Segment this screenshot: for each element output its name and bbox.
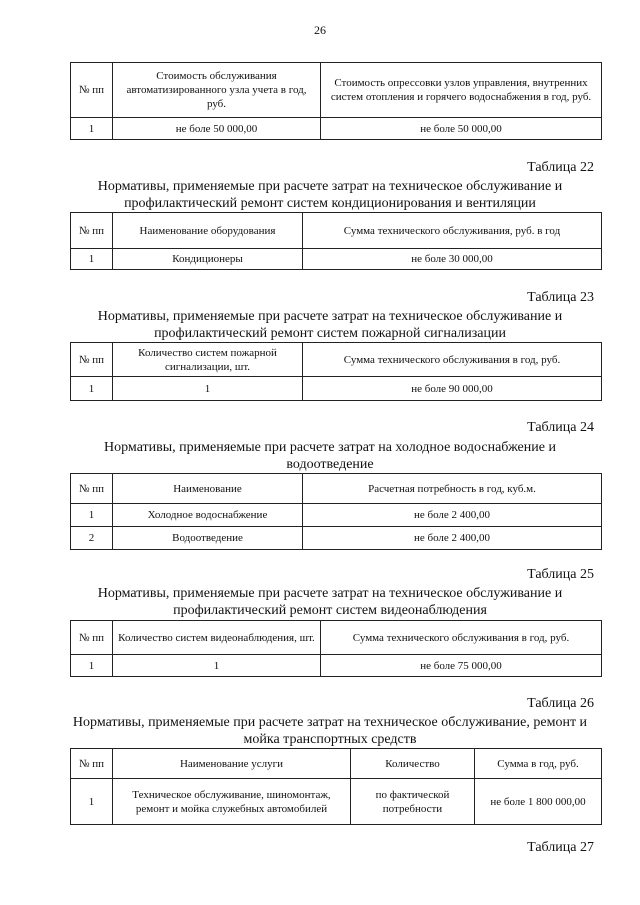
header-cell: № пп [71,474,113,504]
table-cell: не боле 30 000,00 [303,249,602,270]
table-row [71,655,602,677]
header-cell: Сумма технического обслуживания в год, руб. [303,343,602,377]
header-cell: Количество [351,749,475,779]
table-row [71,118,602,140]
table-cell: 1 [71,377,113,401]
table-header-row [71,749,602,779]
table-row [71,779,602,825]
table-cell: 1 [113,655,321,677]
header-cell: Наименование услуги [113,749,351,779]
table-cell: не боле 2 400,00 [303,527,602,550]
table-cell: не боле 90 000,00 [303,377,602,401]
table-row [71,504,602,527]
header-cell: № пп [71,213,113,249]
table-cell: Водоотведение [113,527,303,550]
header-cell: Стоимость опрессовки узлов управления, внутренних систем отопления и горячего водоснабжения в год, руб. [321,63,602,118]
header-cell: № пп [71,621,113,655]
table-cell: по фактической потребности [351,779,475,825]
header-cell: Стоимость обслуживания автоматизированного узла учета в год, руб. [113,63,321,118]
table-header-row [71,343,602,377]
table-cell: не боле 50 000,00 [321,118,602,140]
page-number: 26 [314,23,326,37]
table-26-title: Нормативы, применяемые при расчете затрат на техническое обслуживание, ремонт и мойка транспортных средств [72,715,588,747]
table-24 [70,473,602,550]
table-cell: Кондиционеры [113,249,303,270]
table-header-row [71,474,602,504]
table-cell: 2 [71,527,113,550]
table-cell: не боле 2 400,00 [303,504,602,527]
table-row [71,249,602,270]
table-row [71,377,602,401]
table-25-title: Нормативы, применяемые при расчете затрат на техническое обслуживание и профилактический ремонт систем видеонаблюдения [97,586,563,618]
table-23 [70,342,602,401]
table-cell: Холодное водоснабжение [113,504,303,527]
table-cell: 1 [71,118,113,140]
table-24-title: Нормативы, применяемые при расчете затрат на холодное водоснабжение и водоотведение [104,440,556,472]
table-cell: 1 [71,779,113,825]
header-cell: Наименование оборудования [113,213,303,249]
header-cell: № пп [71,749,113,779]
table-26 [70,748,602,825]
table-cell: Техническое обслуживание, шиномонтаж, ремонт и мойка служебных автомобилей [113,779,351,825]
table-cell: 1 [71,249,113,270]
table-header-row [71,621,602,655]
table-cell: не боле 75 000,00 [321,655,602,677]
table-22 [70,212,602,270]
table-27-caption: Таблица 27 [527,840,594,855]
table-cell: 1 [71,655,113,677]
header-cell: Количество систем пожарной сигнализации, шт. [113,343,303,377]
table-22-title: Нормативы, применяемые при расчете затрат на техническое обслуживание и профилактический ремонт систем кондиционирования и вентиляции [97,179,563,211]
table-22-caption: Таблица 22 [527,160,594,175]
header-cell: Сумма технического обслуживания в год, руб. [321,621,602,655]
header-cell: Сумма технического обслуживания, руб. в год [303,213,602,249]
table-26-caption: Таблица 26 [527,696,594,711]
table-23-title: Нормативы, применяемые при расчете затрат на техническое обслуживание и профилактический ремонт систем пожарной сигнализации [97,309,563,341]
table-25-caption: Таблица 25 [527,567,594,582]
header-cell: Наименование [113,474,303,504]
table-24-caption: Таблица 24 [527,420,594,435]
table-top [70,62,602,140]
table-row [71,527,602,550]
table-header-row [71,213,602,249]
header-cell: Расчетная потребность в год, куб.м. [303,474,602,504]
header-cell: Количество систем видеонаблюдения, шт. [113,621,321,655]
table-cell: не боле 1 800 000,00 [475,779,602,825]
table-25 [70,620,602,677]
table-header-row [71,63,602,118]
table-cell: не боле 50 000,00 [113,118,321,140]
header-cell: Сумма в год, руб. [475,749,602,779]
table-23-caption: Таблица 23 [527,290,594,305]
header-cell: № пп [71,343,113,377]
header-cell: № пп [71,63,113,118]
table-cell: 1 [71,504,113,527]
table-cell: 1 [113,377,303,401]
